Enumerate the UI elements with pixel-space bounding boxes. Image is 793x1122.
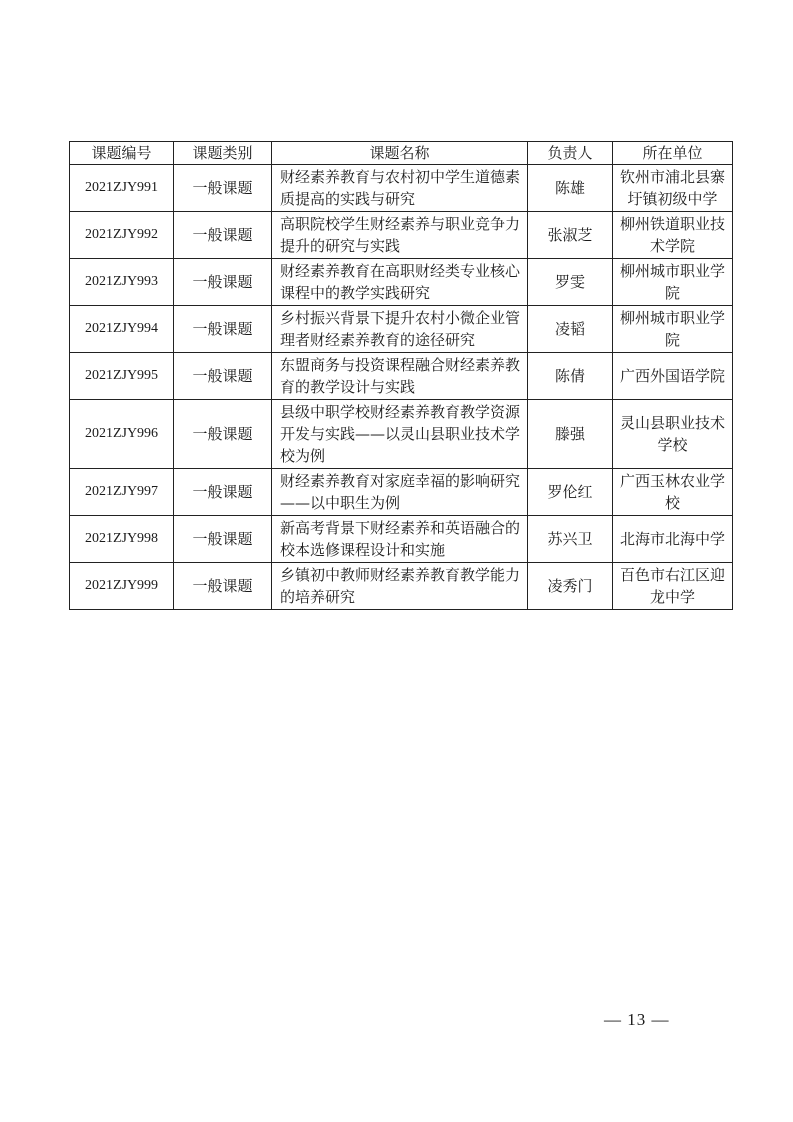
header-category: 课题类别 [174,142,272,165]
table-header-row [70,142,733,165]
cell-unit: 广西玉林农业学校 [613,469,733,516]
cell-unit: 广西外国语学院 [613,353,733,400]
cell-category: 一般课题 [174,212,272,259]
header-leader: 负责人 [528,142,613,165]
cell-unit: 北海市北海中学 [613,516,733,563]
cell-leader: 罗伦红 [528,469,613,516]
cell-leader: 滕强 [528,400,613,469]
cell-unit: 百色市右江区迎龙中学 [613,563,733,610]
cell-code: 2021ZJY993 [70,259,174,306]
cell-code: 2021ZJY996 [70,400,174,469]
cell-category: 一般课题 [174,165,272,212]
cell-category: 一般课题 [174,469,272,516]
table-row [70,259,733,306]
cell-unit: 柳州城市职业学院 [613,306,733,353]
header-unit: 所在单位 [613,142,733,165]
cell-category: 一般课题 [174,563,272,610]
cell-code: 2021ZJY991 [70,165,174,212]
cell-category: 一般课题 [174,400,272,469]
cell-category: 一般课题 [174,353,272,400]
cell-category: 一般课题 [174,516,272,563]
cell-name: 财经素养教育与农村初中学生道德素质提高的实践与研究 [272,165,528,212]
table-row [70,400,733,469]
page-number: — 13 — [604,1010,670,1029]
table-row [70,306,733,353]
cell-leader: 苏兴卫 [528,516,613,563]
cell-leader: 陈雄 [528,165,613,212]
cell-category: 一般课题 [174,259,272,306]
cell-name: 乡镇初中教师财经素养教育教学能力的培养研究 [272,563,528,610]
cell-leader: 凌秀门 [528,563,613,610]
cell-unit: 钦州市浦北县寨圩镇初级中学 [613,165,733,212]
cell-name: 乡村振兴背景下提升农村小微企业管理者财经素养教育的途径研究 [272,306,528,353]
cell-category: 一般课题 [174,306,272,353]
table-row [70,353,733,400]
cell-name: 东盟商务与投资课程融合财经素养教育的教学设计与实践 [272,353,528,400]
cell-leader: 陈倩 [528,353,613,400]
cell-code: 2021ZJY995 [70,353,174,400]
header-code: 课题编号 [70,142,174,165]
cell-code: 2021ZJY997 [70,469,174,516]
project-table [69,141,733,610]
cell-code: 2021ZJY998 [70,516,174,563]
cell-name: 财经素养教育在高职财经类专业核心课程中的教学实践研究 [272,259,528,306]
cell-unit: 灵山县职业技术学校 [613,400,733,469]
table-row [70,563,733,610]
table-row [70,469,733,516]
cell-code: 2021ZJY992 [70,212,174,259]
table-row [70,212,733,259]
table-row [70,165,733,212]
cell-name: 新高考背景下财经素养和英语融合的校本选修课程设计和实施 [272,516,528,563]
cell-leader: 凌韬 [528,306,613,353]
cell-name: 县级中职学校财经素养教育教学资源开发与实践——以灵山县职业技术学校为例 [272,400,528,469]
cell-code: 2021ZJY999 [70,563,174,610]
header-name: 课题名称 [272,142,528,165]
cell-unit: 柳州铁道职业技术学院 [613,212,733,259]
table-row [70,516,733,563]
cell-unit: 柳州城市职业学院 [613,259,733,306]
cell-code: 2021ZJY994 [70,306,174,353]
cell-name: 高职院校学生财经素养与职业竞争力提升的研究与实践 [272,212,528,259]
cell-name: 财经素养教育对家庭幸福的影响研究——以中职生为例 [272,469,528,516]
cell-leader: 罗雯 [528,259,613,306]
cell-leader: 张淑芝 [528,212,613,259]
